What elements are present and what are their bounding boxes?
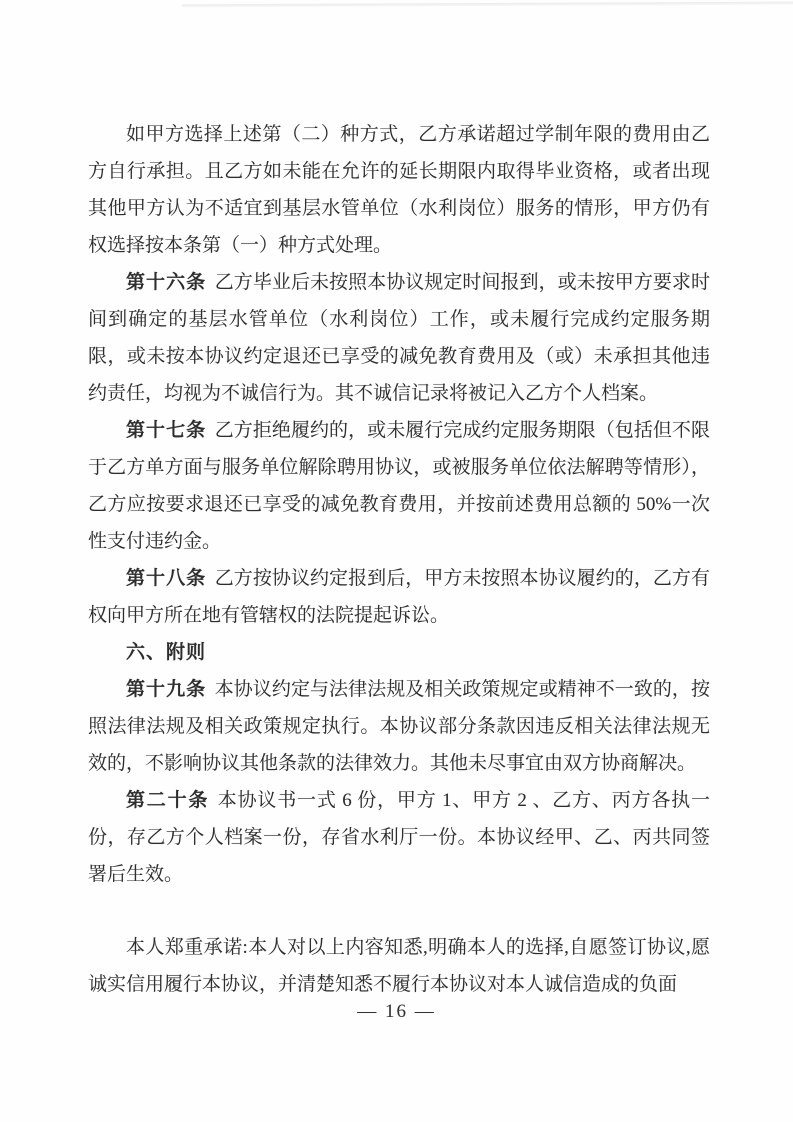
article-18-text: 乙方按协议约定报到后，甲方未按照本协议履约的，乙方有权向甲方所在地有管辖权的法院提起诉讼。 [88, 568, 710, 626]
article-16-text: 乙方毕业后未按照本协议规定时间报到，或未按甲方要求时间到确定的基层水管单位（水利岗位）工作，或未履行完成约定服务期限，或未按本协议约定退还已享受的减免教育费用及（或）未承担其他违约责任，均视为不诚信行为。其不诚信记录将被记入乙方个人档案。 [88, 272, 710, 404]
article-19-text: 本协议约定与法律法规及相关政策规定或精神不一致的，按照法律法规及相关政策规定执行。本协议部分条款因违反相关法律法规无效的，不影响协议其他条款的法律效力。其他未尽事宜由双方协商解决。 [88, 679, 710, 774]
article-20-number: 第二十条 [126, 790, 210, 811]
section-heading-text: 六、附则 [126, 642, 207, 663]
document-body [88, 116, 710, 1003]
article-16 [88, 264, 710, 412]
scan-artifact-line [182, 2, 793, 8]
article-19 [88, 671, 710, 782]
article-16-number: 第十六条 [126, 272, 207, 293]
article-18 [88, 560, 710, 634]
paragraph-personal-pledge [88, 929, 710, 1003]
page-number: — 16 — [357, 1001, 436, 1022]
article-17-number: 第十七条 [126, 420, 207, 441]
paragraph-method-choice [88, 116, 710, 264]
pledge-text: 本人郑重承诺:本人对以上内容知悉,明确本人的选择,自愿签订协议,愿诚实信用履行本协议，并清楚知悉不履行本协议对本人诚信造成的负面 [88, 937, 710, 995]
article-20 [88, 782, 710, 893]
article-20-text: 本协议书一式 6 份，甲方 1、甲方 2 、乙方、丙方各执一份，存乙方个人档案一份，存省水利厅一份。本协议经甲、乙、丙共同签署后生效。 [88, 790, 710, 885]
article-18-number: 第十八条 [126, 568, 207, 589]
paragraph-text: 如甲方选择上述第（二）种方式，乙方承诺超过学制年限的费用由乙方自行承担。且乙方如未能在允许的延长期限内取得毕业资格，或者出现其他甲方认为不适宜到基层水管单位（水利岗位）服务的情形，甲方仍有权选择按本条第（一）种方式处理。 [88, 124, 710, 256]
section-heading-supplementary [88, 634, 710, 671]
article-19-number: 第十九条 [126, 679, 207, 700]
article-17 [88, 412, 710, 560]
article-17-text: 乙方拒绝履约的，或未履行完成约定服务期限（包括但不限于乙方单方面与服务单位解除聘用协议，或被服务单位依法解聘等情形），乙方应按要求退还已享受的减免教育费用，并按前述费用总额的 50%一次性支付违约金。 [88, 420, 710, 552]
